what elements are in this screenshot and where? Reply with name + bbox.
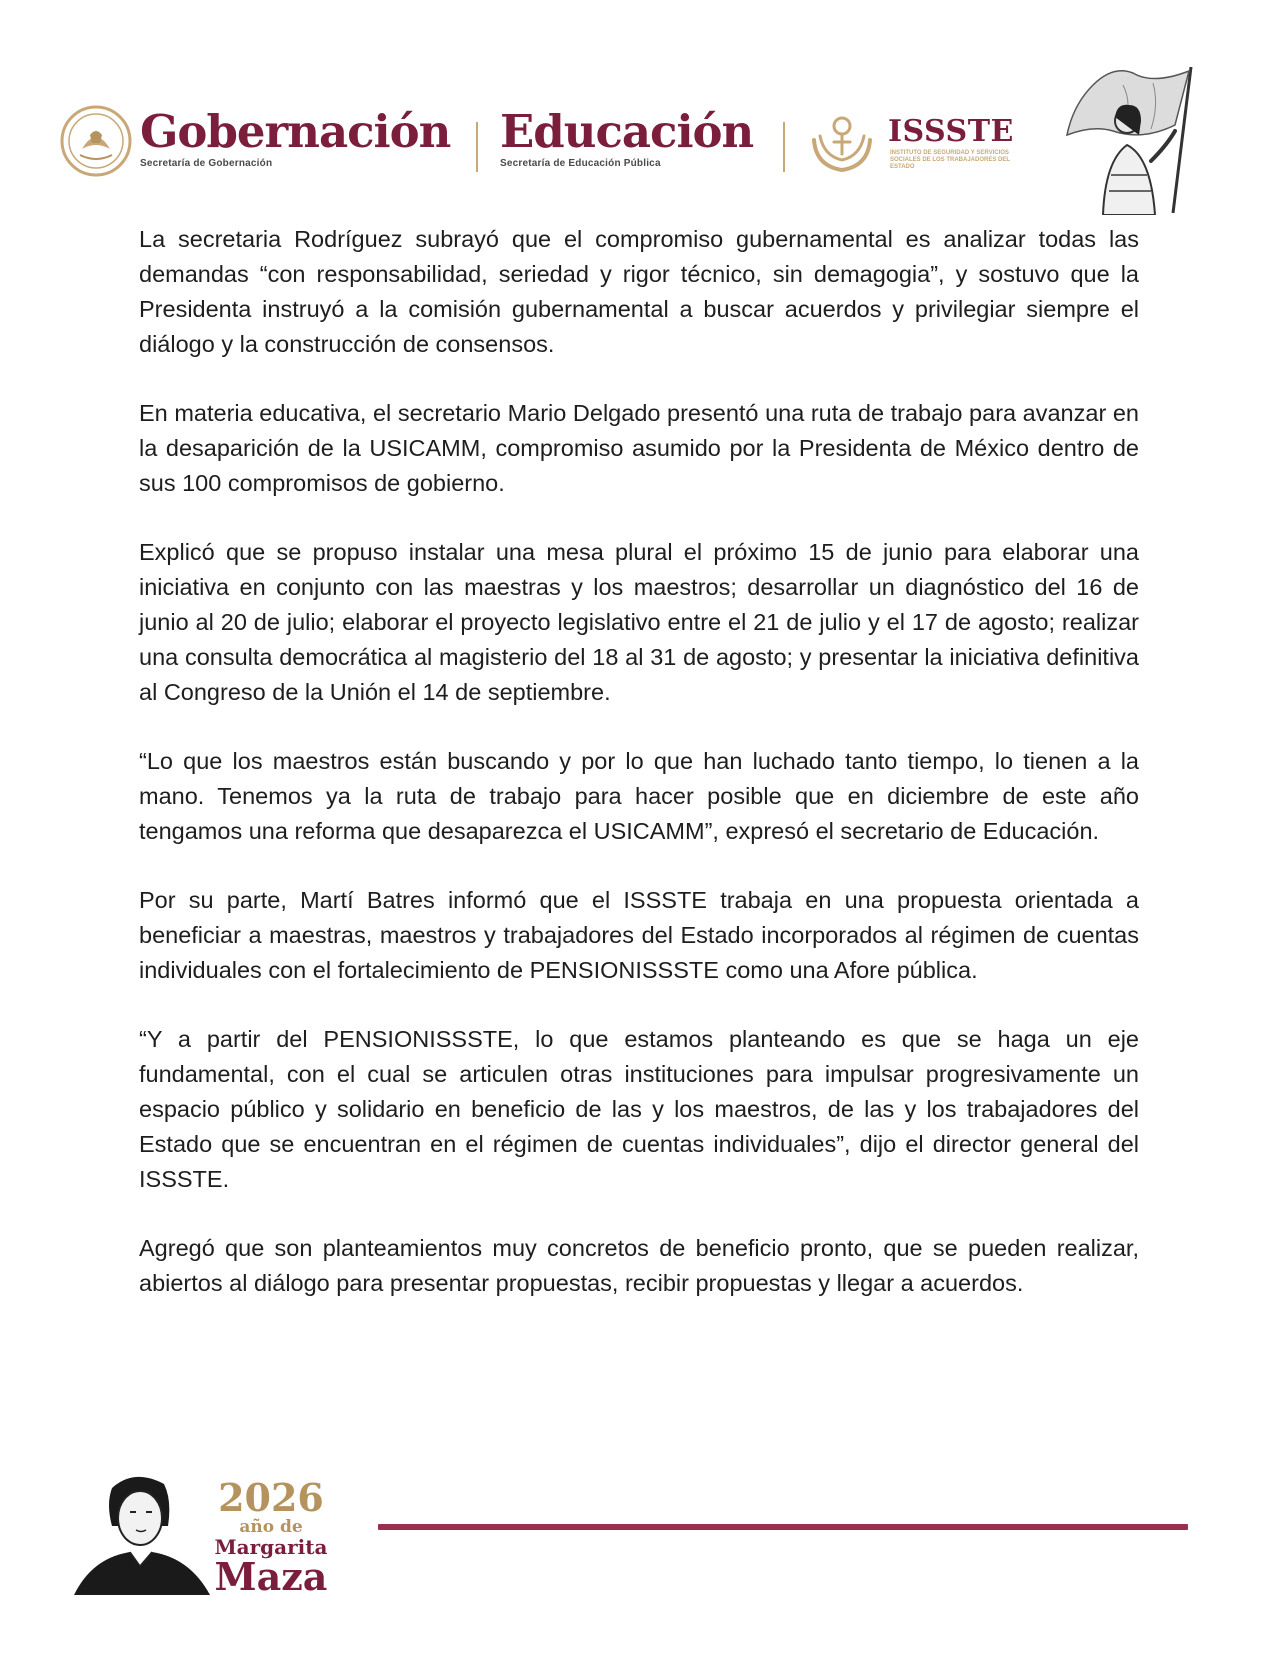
year-number: 2026 [218, 1475, 324, 1520]
educacion-logo [500, 105, 754, 169]
press-release-body [139, 222, 1139, 1335]
mexico-seal-icon [60, 105, 132, 177]
body-paragraph: “Lo que los maestros están buscando y por lo que han luchado tanto tiempo, lo tienen a la mano. Tenemos ya la ruta de trabajo para hacer posible que en diciembre de este año tengamos una reforma que desaparezca el USICAMM”, expresó el secretario de Educación. [139, 748, 1139, 844]
honoree-last-name: Maza [214, 1554, 328, 1599]
issste-subtitle: INSTITUTO DE SEGURIDAD Y SERVICIOS SOCIALES DE LOS TRABAJADORES DEL ESTADO [890, 150, 1010, 170]
body-paragraph: “Y a partir del PENSIONISSSTE, lo que estamos planteando es que se haga un eje fundamental, con el cual se articulen otras instituciones para impulsar progresivamente un espacio público y solidario en beneficio de las y los maestros, de las y los trabajadores del Estado que se encuentran en el régimen de cuentas individuales”, dijo el director general del ISSSTE. [139, 1026, 1139, 1192]
gobernacion-title: Gobernación [140, 105, 451, 158]
educacion-title: Educación [500, 105, 754, 158]
educacion-subtitle: Secretaría de Educación Pública [500, 158, 661, 169]
letterhead [0, 0, 1273, 230]
gobernacion-subtitle: Secretaría de Gobernación [140, 158, 273, 169]
body-paragraph: Agregó que son planteamientos muy concretos de beneficio pronto, que se pueden realizar, abiertos al diálogo para presentar propuestas, recibir propuestas y llegar a acuerdos. [139, 1235, 1139, 1296]
body-paragraph: La secretaria Rodríguez subrayó que el compromiso gubernamental es analizar todas las demandas “con responsabilidad, seriedad y rigor técnico, sin demagogia”, y sostuvo que la Presidenta instruyó a la comisión gubernamental a buscar acuerdos y privilegiar siempre el diálogo y la construcción de consensos. [139, 226, 1139, 357]
year-label: año de [239, 1517, 303, 1537]
margarita-maza-portrait [72, 1470, 212, 1595]
body-paragraph: En materia educativa, el secretario Mario Delgado presentó una ruta de trabajo para avanzar en la desaparición de la USICAMM, compromiso asumido por la Presidenta de México dentro de sus 100 compromisos de gobierno. [139, 400, 1139, 496]
flag-woman-illustration [1063, 65, 1218, 215]
year-dedication [206, 1475, 336, 1599]
body-paragraph: Explicó que se propuso instalar una mesa plural el próximo 15 de junio para elaborar una iniciativa en conjunto con las maestras y los maestros; desarrollar un diagnóstico del 16 de junio al 20 de julio; elaborar el proyecto legislativo entre el 21 de julio y el 17 de agosto; realizar una consulta democrática al magisterio del 18 al 31 de agosto; y presentar la iniciativa definitiva al Congreso de la Unión el 14 de septiembre. [139, 539, 1139, 705]
header-divider [476, 122, 478, 172]
header-divider [783, 122, 785, 172]
gobernacion-logo [140, 105, 451, 169]
honoree-first-name: Margarita [214, 1535, 328, 1559]
issste-hands-icon [808, 110, 876, 176]
footer-rule [378, 1524, 1188, 1530]
body-paragraph: Por su parte, Martí Batres informó que el ISSSTE trabaja en una propuesta orientada a beneficiar a maestras, maestros y trabajadores del Estado incorporados al régimen de cuentas individuales con el fortalecimiento de PENSIONISSSTE como una Afore pública. [139, 887, 1139, 983]
issste-title: ISSSTE [888, 114, 1014, 149]
